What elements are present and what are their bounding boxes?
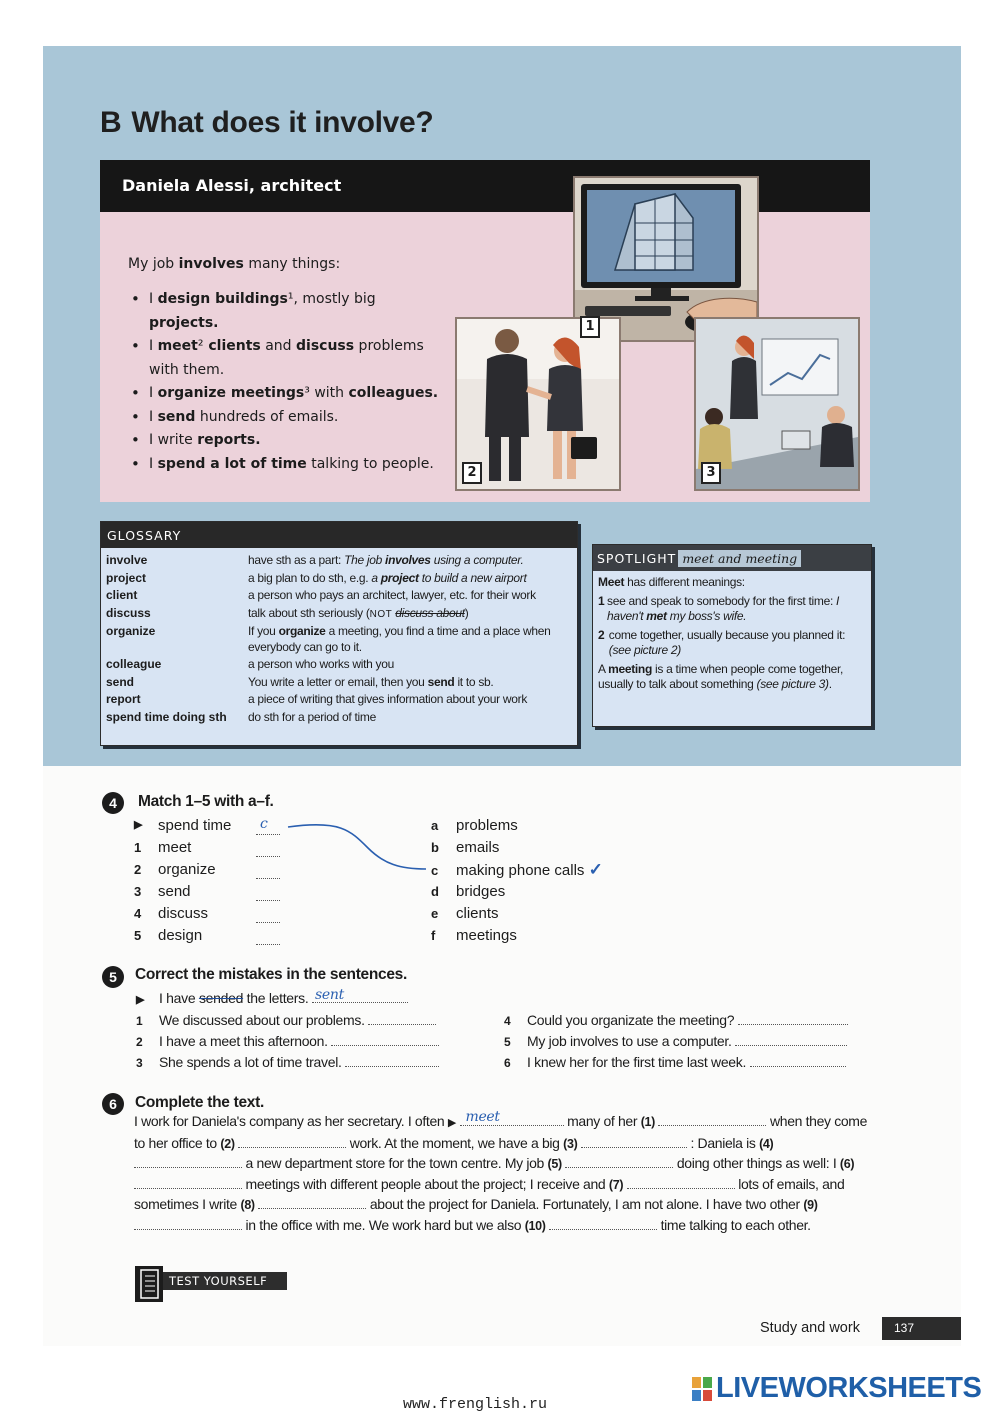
profile-bullets: [128, 288, 448, 476]
answer-blank[interactable]: meet: [460, 1113, 564, 1126]
exercise-title: Match 1–5 with a–f.: [138, 793, 274, 810]
answer-blank[interactable]: [345, 1053, 439, 1067]
answer-blank[interactable]: [258, 1196, 366, 1209]
answer-blank[interactable]: [549, 1217, 657, 1230]
match-left-item: 3 send: [134, 881, 294, 902]
match-left-item: 4 discuss: [134, 903, 294, 924]
match-connector-line: [280, 820, 430, 872]
liveworksheets-brand: LIVEWORKSHEETS: [716, 1372, 982, 1404]
answer-blank[interactable]: [256, 867, 280, 879]
answer-blank[interactable]: c: [256, 823, 280, 835]
profile-header: Daniela Alessi, architect: [100, 160, 870, 212]
exercise-title: Complete the text.: [135, 1094, 264, 1111]
answer-blank[interactable]: [134, 1155, 242, 1168]
glossary-definition: a big plan to do sth, e.g. a project to build a new airport: [248, 570, 527, 585]
spotlight-phrase: meet and meeting: [678, 550, 801, 567]
glossary-definition: do sth for a period of time: [248, 709, 376, 724]
glossary-definition: a piece of writing that gives information about your work: [248, 692, 528, 706]
match-right-item: d bridges: [431, 883, 506, 900]
match-right-item: f meetings: [431, 927, 517, 944]
answer-blank[interactable]: [134, 1217, 242, 1230]
spotlight-header: [593, 545, 871, 571]
bullet-item: • I design buildings¹, mostly big projects.: [128, 288, 448, 335]
picture-number: 2: [462, 462, 482, 484]
answer-blank[interactable]: [565, 1155, 673, 1168]
match-right-item: a problems: [431, 817, 518, 834]
answer-blank[interactable]: [735, 1032, 847, 1046]
spotlight-label: SPOTLIGHT: [597, 551, 677, 566]
exercise-number: 5: [102, 966, 124, 988]
liveworksheets-logo-icon: [692, 1377, 712, 1401]
answer-blank[interactable]: sent: [312, 989, 408, 1003]
section-title: B What does it involve?: [100, 106, 434, 139]
answer-blank[interactable]: [368, 1011, 436, 1025]
bullet-item: • I spend a lot of time talking to people.: [128, 453, 448, 477]
spotlight-body: [593, 571, 871, 693]
glossary-term: involve: [106, 553, 148, 567]
glossary-row: [106, 656, 576, 674]
answer-blank[interactable]: [581, 1135, 687, 1148]
checkmark-icon: ✓: [588, 860, 603, 879]
gap-fill-text: I work for Daniela's company as her secretary. I often ▶ meet many of her (1) when they come to her office to (2) work. At the moment, we have a big (3) : Daniela is (4) a new department store for the town centre. My job (5) doing other things as well: I (6) meetings with different people about the project; I receive and (7) lots of emails, and sometimes I write (8) about the project for Daniela. Fortunately, I am not alone. I have two other (9) in the office with me. We work hard but we also (10) time talking to each other.: [134, 1109, 868, 1233]
glossary-header: GLOSSARY: [101, 522, 577, 548]
test-yourself-button[interactable]: [135, 1266, 287, 1302]
match-left-item: 1 meet: [134, 837, 294, 858]
glossary-table: [106, 552, 576, 726]
glossary-row: [106, 552, 576, 570]
glossary-row: [106, 587, 576, 605]
glossary-definition: a person who works with you: [248, 657, 394, 671]
sentence-example: ▶ I have sended the letters. sent: [136, 988, 408, 1010]
answer-blank[interactable]: [750, 1053, 846, 1067]
answer-blank[interactable]: [256, 933, 280, 945]
profile-intro: My job involves many things:: [128, 256, 341, 272]
site-url: www.frenglish.ru: [403, 1396, 548, 1413]
sentence-item: 2 I have a meet this afternoon.: [136, 1031, 439, 1052]
sentence-item: 1 We discussed about our problems.: [136, 1010, 436, 1031]
spotlight-box: [592, 544, 872, 727]
sentence-item: 5 My job involves to use a computer.: [504, 1031, 847, 1052]
spotlight-point: 2 come together, usually because you planned it: (see picture 2): [598, 627, 846, 657]
glossary-term: spend time doing sth: [106, 709, 227, 724]
picture-number: 3: [701, 462, 721, 484]
sentence-item: 4 Could you organizate the meeting?: [504, 1010, 848, 1031]
glossary-row: [106, 691, 576, 709]
bullet-item: • I organize meetings³ with colleagues.: [128, 382, 448, 406]
glossary-row: [106, 674, 576, 692]
match-right-item: b emails: [431, 839, 500, 856]
glossary-row: [106, 623, 576, 656]
match-left-item: ▶ spend time c: [134, 815, 294, 836]
glossary-definition: have sth as a part: The job involves using a computer.: [248, 553, 524, 567]
glossary-definition: You write a letter or email, then you send it to sb.: [248, 674, 494, 689]
glossary-term: send: [106, 674, 135, 689]
exercise-number: 4: [102, 792, 124, 814]
sentence-item: 6 I knew her for the first time last week.: [504, 1052, 846, 1073]
glossary-row: [106, 605, 576, 624]
answer-blank[interactable]: [238, 1135, 346, 1148]
match-left-item: 2 organize: [134, 859, 294, 880]
glossary-term: organize: [106, 624, 156, 638]
glossary-definition: talk about sth seriously (NOT discuss about): [248, 605, 469, 620]
glossary-row: [106, 709, 576, 727]
exercise-number: 6: [102, 1093, 124, 1115]
spotlight-outro: A meeting is a time when people come together, usually to talk about something (see picture 3).: [598, 661, 844, 691]
bullet-item: • I meet² clients and discuss problems with them.: [128, 335, 448, 382]
spotlight-point: 1 see and speak to somebody for the first time: I haven't met my boss's wife.: [598, 593, 840, 623]
glossary-term: colleague: [106, 657, 162, 671]
answer-blank[interactable]: [134, 1176, 242, 1189]
footer-label: Study and work: [760, 1320, 860, 1336]
glossary-term: project: [106, 570, 147, 585]
answer-blank[interactable]: [256, 845, 280, 857]
answer-blank[interactable]: [738, 1011, 848, 1025]
match-right-item: e clients: [431, 905, 499, 922]
glossary-term: discuss: [106, 605, 151, 620]
page-number: 137: [882, 1317, 961, 1340]
test-yourself-label: TEST YOURSELF: [163, 1272, 287, 1290]
glossary-definition: a person who pays an architect, lawyer, etc. for their work: [248, 588, 536, 602]
glossary-row: [106, 570, 576, 588]
answer-blank[interactable]: [331, 1032, 439, 1046]
answer-blank[interactable]: [658, 1113, 766, 1126]
match-left-item: 5 design: [134, 925, 294, 946]
glossary-definition: If you organize a meeting, you find a time and a place when everybody can go to it.: [248, 624, 551, 654]
answer-blank[interactable]: [627, 1176, 735, 1189]
spotlight-intro: Meet has different meanings:: [598, 575, 745, 589]
answer-blank[interactable]: [256, 889, 280, 901]
sentence-item: 3 She spends a lot of time travel.: [136, 1052, 439, 1073]
picture-number: 1: [580, 316, 600, 338]
bullet-item: • I write reports.: [128, 429, 448, 453]
match-right-item: c making phone calls ✓: [431, 860, 603, 879]
exercise-title: Correct the mistakes in the sentences.: [135, 966, 408, 983]
bullet-item: • I send hundreds of emails.: [128, 406, 448, 430]
answer-blank[interactable]: [256, 911, 280, 923]
glossary-box: [100, 521, 578, 746]
notebook-icon: [135, 1266, 163, 1302]
glossary-term: report: [106, 692, 141, 706]
glossary-term: client: [106, 588, 138, 602]
